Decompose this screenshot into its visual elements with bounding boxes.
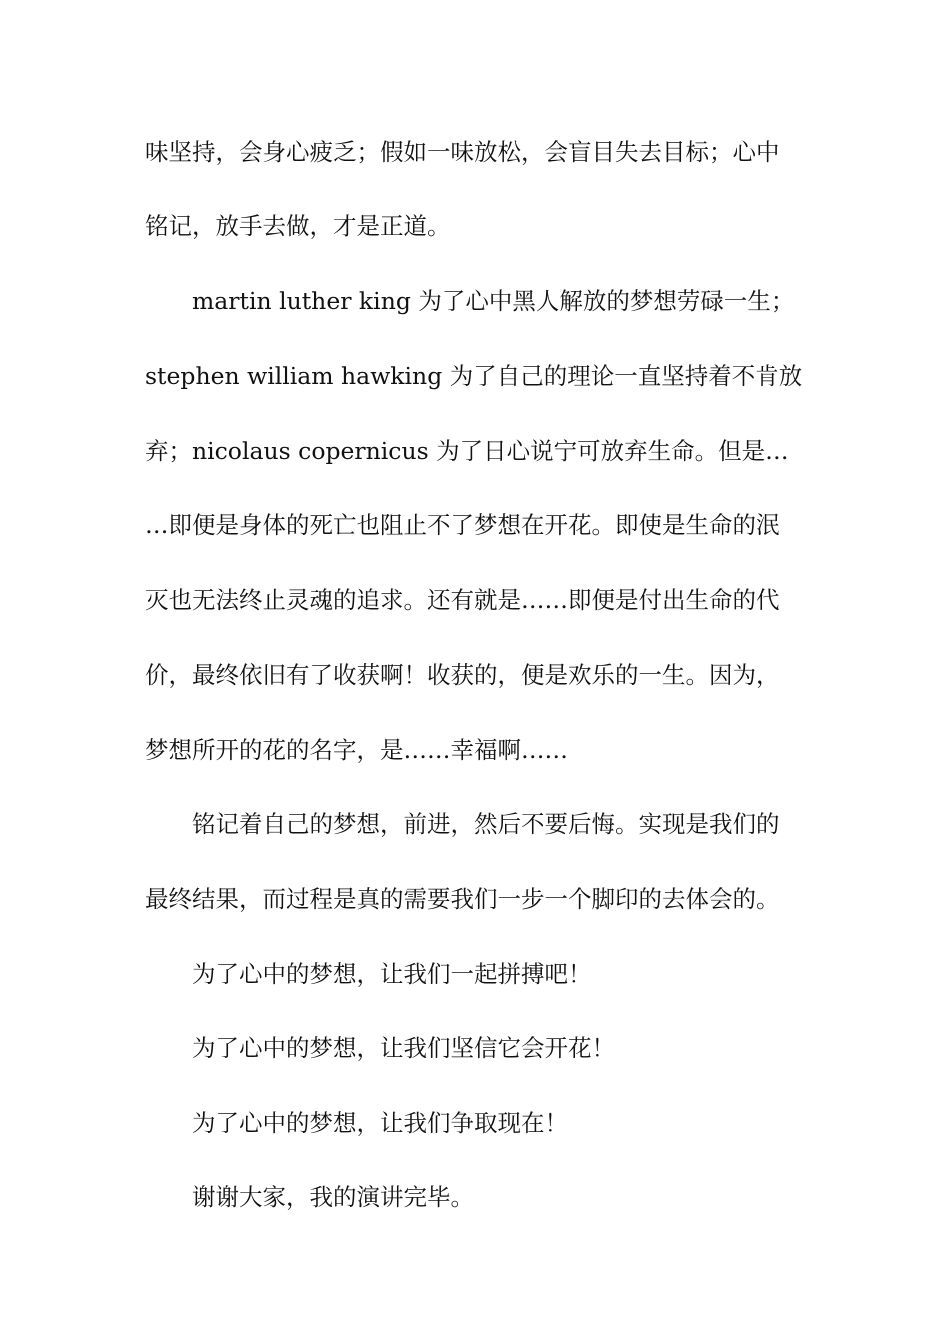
text-line: 价，最终依旧有了收获啊！收获的，便是欢乐的一生。因为，: [145, 661, 780, 689]
text-line: 铭记，放手去做，才是正道。: [145, 212, 451, 240]
text-line: 为了心中的梦想，让我们争取现在！: [192, 1109, 568, 1137]
text-line: 梦想所开的花的名字，是……幸福啊……: [145, 736, 568, 764]
text-line: martin luther king 为了心中黑人解放的梦想劳碌一生；: [192, 287, 795, 315]
text-line: 弃；nicolaus copernicus 为了日心说宁可放弃生命。但是…: [145, 437, 789, 465]
text-line: 最终结果，而过程是真的需要我们一步一个脚印的去体会的。: [145, 885, 780, 913]
text-line: 谢谢大家，我的演讲完毕。: [192, 1183, 474, 1211]
text-line: stephen william hawking 为了自己的理论一直坚持着不肯放: [145, 362, 803, 390]
text-line: 铭记着自己的梦想，前进，然后不要后悔。实现是我们的: [192, 810, 780, 838]
text-line: 味坚持，会身心疲乏；假如一味放松，会盲目失去目标；心中: [145, 138, 780, 166]
text-line: …即便是身体的死亡也阻止不了梦想在开花。即使是生命的泯: [145, 511, 780, 539]
text-line: 为了心中的梦想，让我们坚信它会开花！: [192, 1034, 615, 1062]
text-line: 灭也无法终止灵魂的追求。还有就是……即便是付出生命的代: [145, 586, 780, 614]
text-line: 为了心中的梦想，让我们一起拼搏吧！: [192, 960, 592, 988]
